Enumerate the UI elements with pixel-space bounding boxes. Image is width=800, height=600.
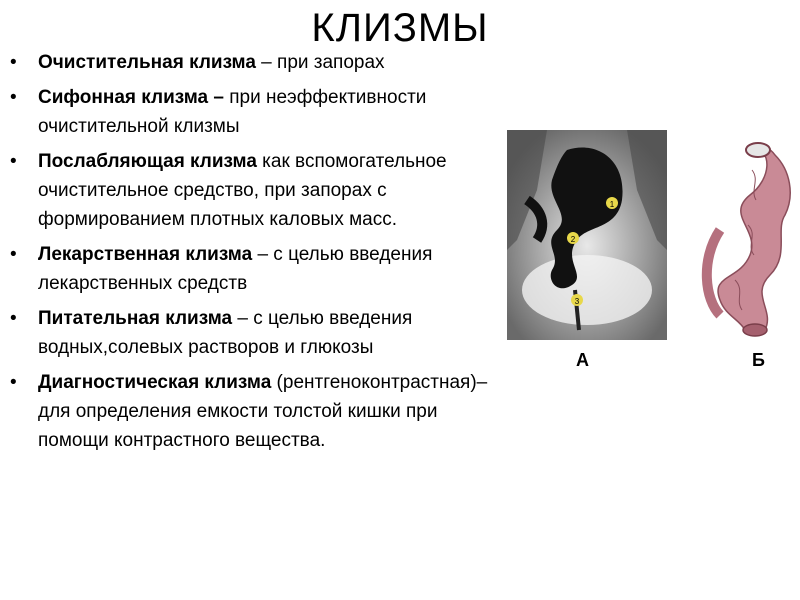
xray-image bbox=[507, 130, 667, 340]
list-item bbox=[10, 240, 510, 298]
item-description: при неэффективности очистительной клизмы bbox=[38, 87, 427, 137]
item-term: Диагностическая клизма bbox=[38, 372, 272, 393]
list-item bbox=[10, 147, 510, 234]
bullet-icon: • bbox=[10, 52, 17, 73]
item-description: как вспомогательное очистительное средство, при запорах с формированием плотных каловых масс. bbox=[38, 151, 447, 230]
xray-marker-label: 3 bbox=[574, 297, 580, 306]
bullet-icon: • bbox=[10, 151, 17, 172]
bullet-icon: • bbox=[10, 87, 17, 108]
slide-title: КЛИЗМЫ bbox=[311, 6, 489, 50]
item-description: (рентгеноконтрастная)– для определения емкости толстой кишки при помощи контрастного вещества. bbox=[38, 372, 488, 451]
item-term: Лекарственная клизма bbox=[38, 244, 253, 265]
list-item bbox=[10, 83, 510, 141]
enema-types-list bbox=[10, 48, 510, 461]
item-description: – при запорах bbox=[255, 52, 385, 73]
xray-marker-label: 2 bbox=[570, 235, 576, 244]
item-term: Сифонная клизма – bbox=[38, 87, 230, 108]
figure-label-b: Б bbox=[752, 350, 765, 370]
colon-model-image bbox=[680, 130, 800, 340]
xray-marker-label: 1 bbox=[609, 200, 615, 209]
item-term: Очистительная клизма bbox=[38, 52, 256, 73]
item-description: – с целью введения водных,солевых растворов и глюкозы bbox=[38, 308, 413, 358]
list-item bbox=[10, 368, 510, 455]
list-item bbox=[10, 48, 510, 77]
figure-label-a: А bbox=[576, 350, 589, 370]
item-term: Послабляющая клизма bbox=[38, 151, 257, 172]
item-description: – с целью введения лекарственных средств bbox=[38, 244, 433, 294]
item-term: Питательная клизма bbox=[38, 308, 233, 329]
list-item bbox=[10, 304, 510, 362]
bullet-icon: • bbox=[10, 372, 17, 393]
bullet-icon: • bbox=[10, 244, 17, 265]
bullet-icon: • bbox=[10, 308, 17, 329]
